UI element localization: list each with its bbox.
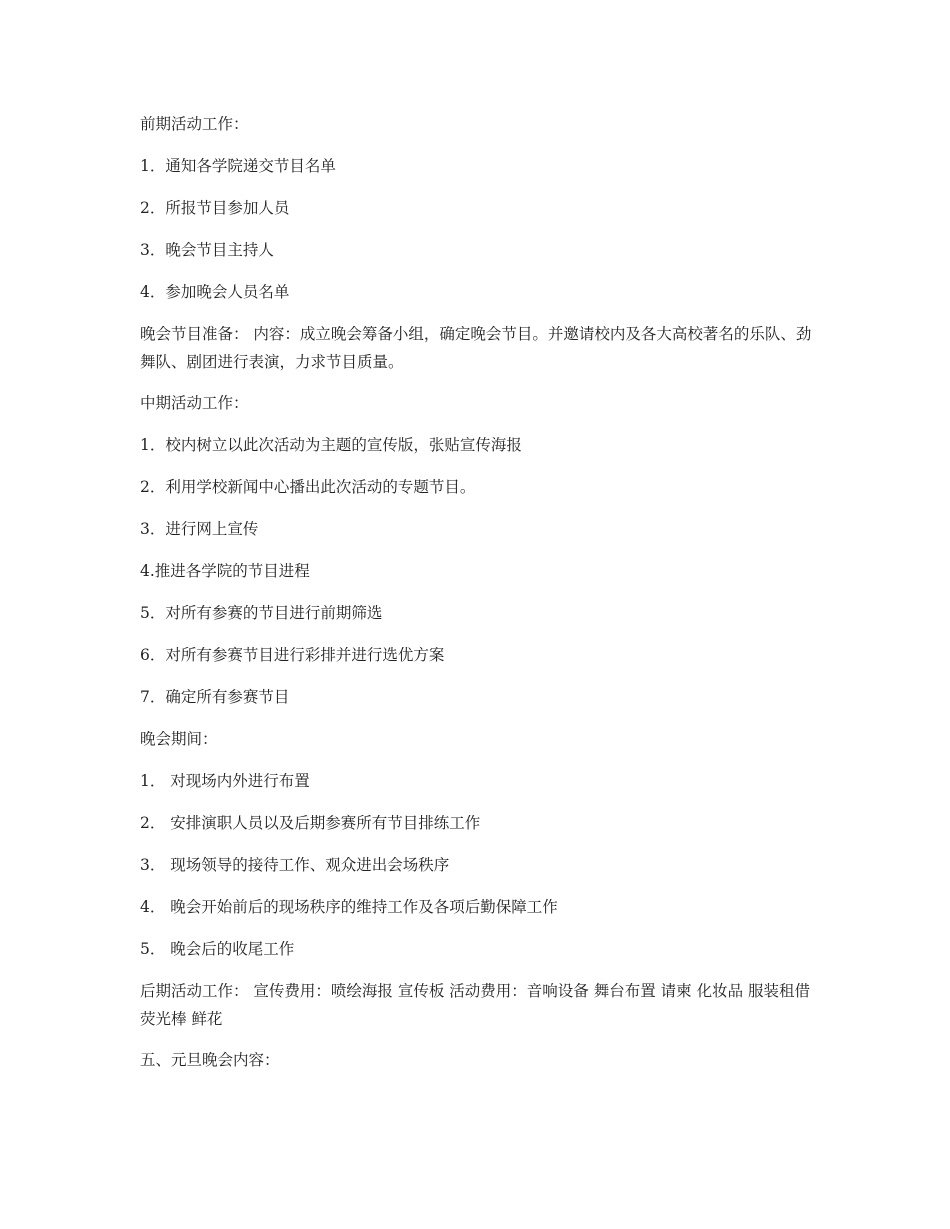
list-item: 3．晚会节目主持人: [140, 241, 274, 259]
list-item: 1．通知各学院递交节目名单: [140, 157, 336, 175]
list-item: 4.推进各学院的节目进程: [140, 562, 310, 580]
list-item: 1． 对现场内外进行布置: [140, 772, 310, 790]
section-heading-during-gala: 晚会期间：: [140, 730, 218, 748]
list-item: 1．校内树立以此次活动为主题的宣传版，张贴宣传海报: [140, 436, 522, 454]
paragraph-program-preparation: 晚会节目准备： 内容：成立晚会筹备小组，确定晚会节目。并邀请校内及各大高校著名的乐队、劲舞队、剧团进行表演，力求节目质量。: [140, 325, 812, 371]
section-heading-early-work: 前期活动工作：: [140, 115, 249, 133]
paragraph-late-work-costs: 后期活动工作： 宣传费用：喷绘海报 宣传板 活动费用：音响设备 舞台布置 请柬 化妆品 服装租借 荧光棒 鲜花: [140, 982, 810, 1028]
list-item: 5．对所有参赛的节目进行前期筛选: [140, 604, 383, 622]
list-item: 2．利用学校新闻中心播出此次活动的专题节目。: [140, 478, 476, 496]
list-item: 3． 现场领导的接待工作、观众进出会场秩序: [140, 856, 450, 874]
list-item: 7．确定所有参赛节目: [140, 688, 290, 706]
list-item: 5． 晚会后的收尾工作: [140, 940, 295, 958]
list-item: 2．所报节目参加人员: [140, 199, 290, 217]
section-heading-gala-content: 五、元旦晚会内容：: [140, 1051, 280, 1069]
section-heading-mid-work: 中期活动工作：: [140, 394, 249, 412]
list-item: 2． 安排演职人员以及后期参赛所有节目排练工作: [140, 814, 481, 832]
list-item: 4．参加晚会人员名单: [140, 283, 290, 301]
document-body: [140, 110, 820, 1088]
list-item: 3．进行网上宣传: [140, 520, 259, 538]
list-item: 4． 晚会开始前后的现场秩序的维持工作及各项后勤保障工作: [140, 898, 558, 916]
list-item: 6．对所有参赛节目进行彩排并进行选优方案: [140, 646, 445, 664]
